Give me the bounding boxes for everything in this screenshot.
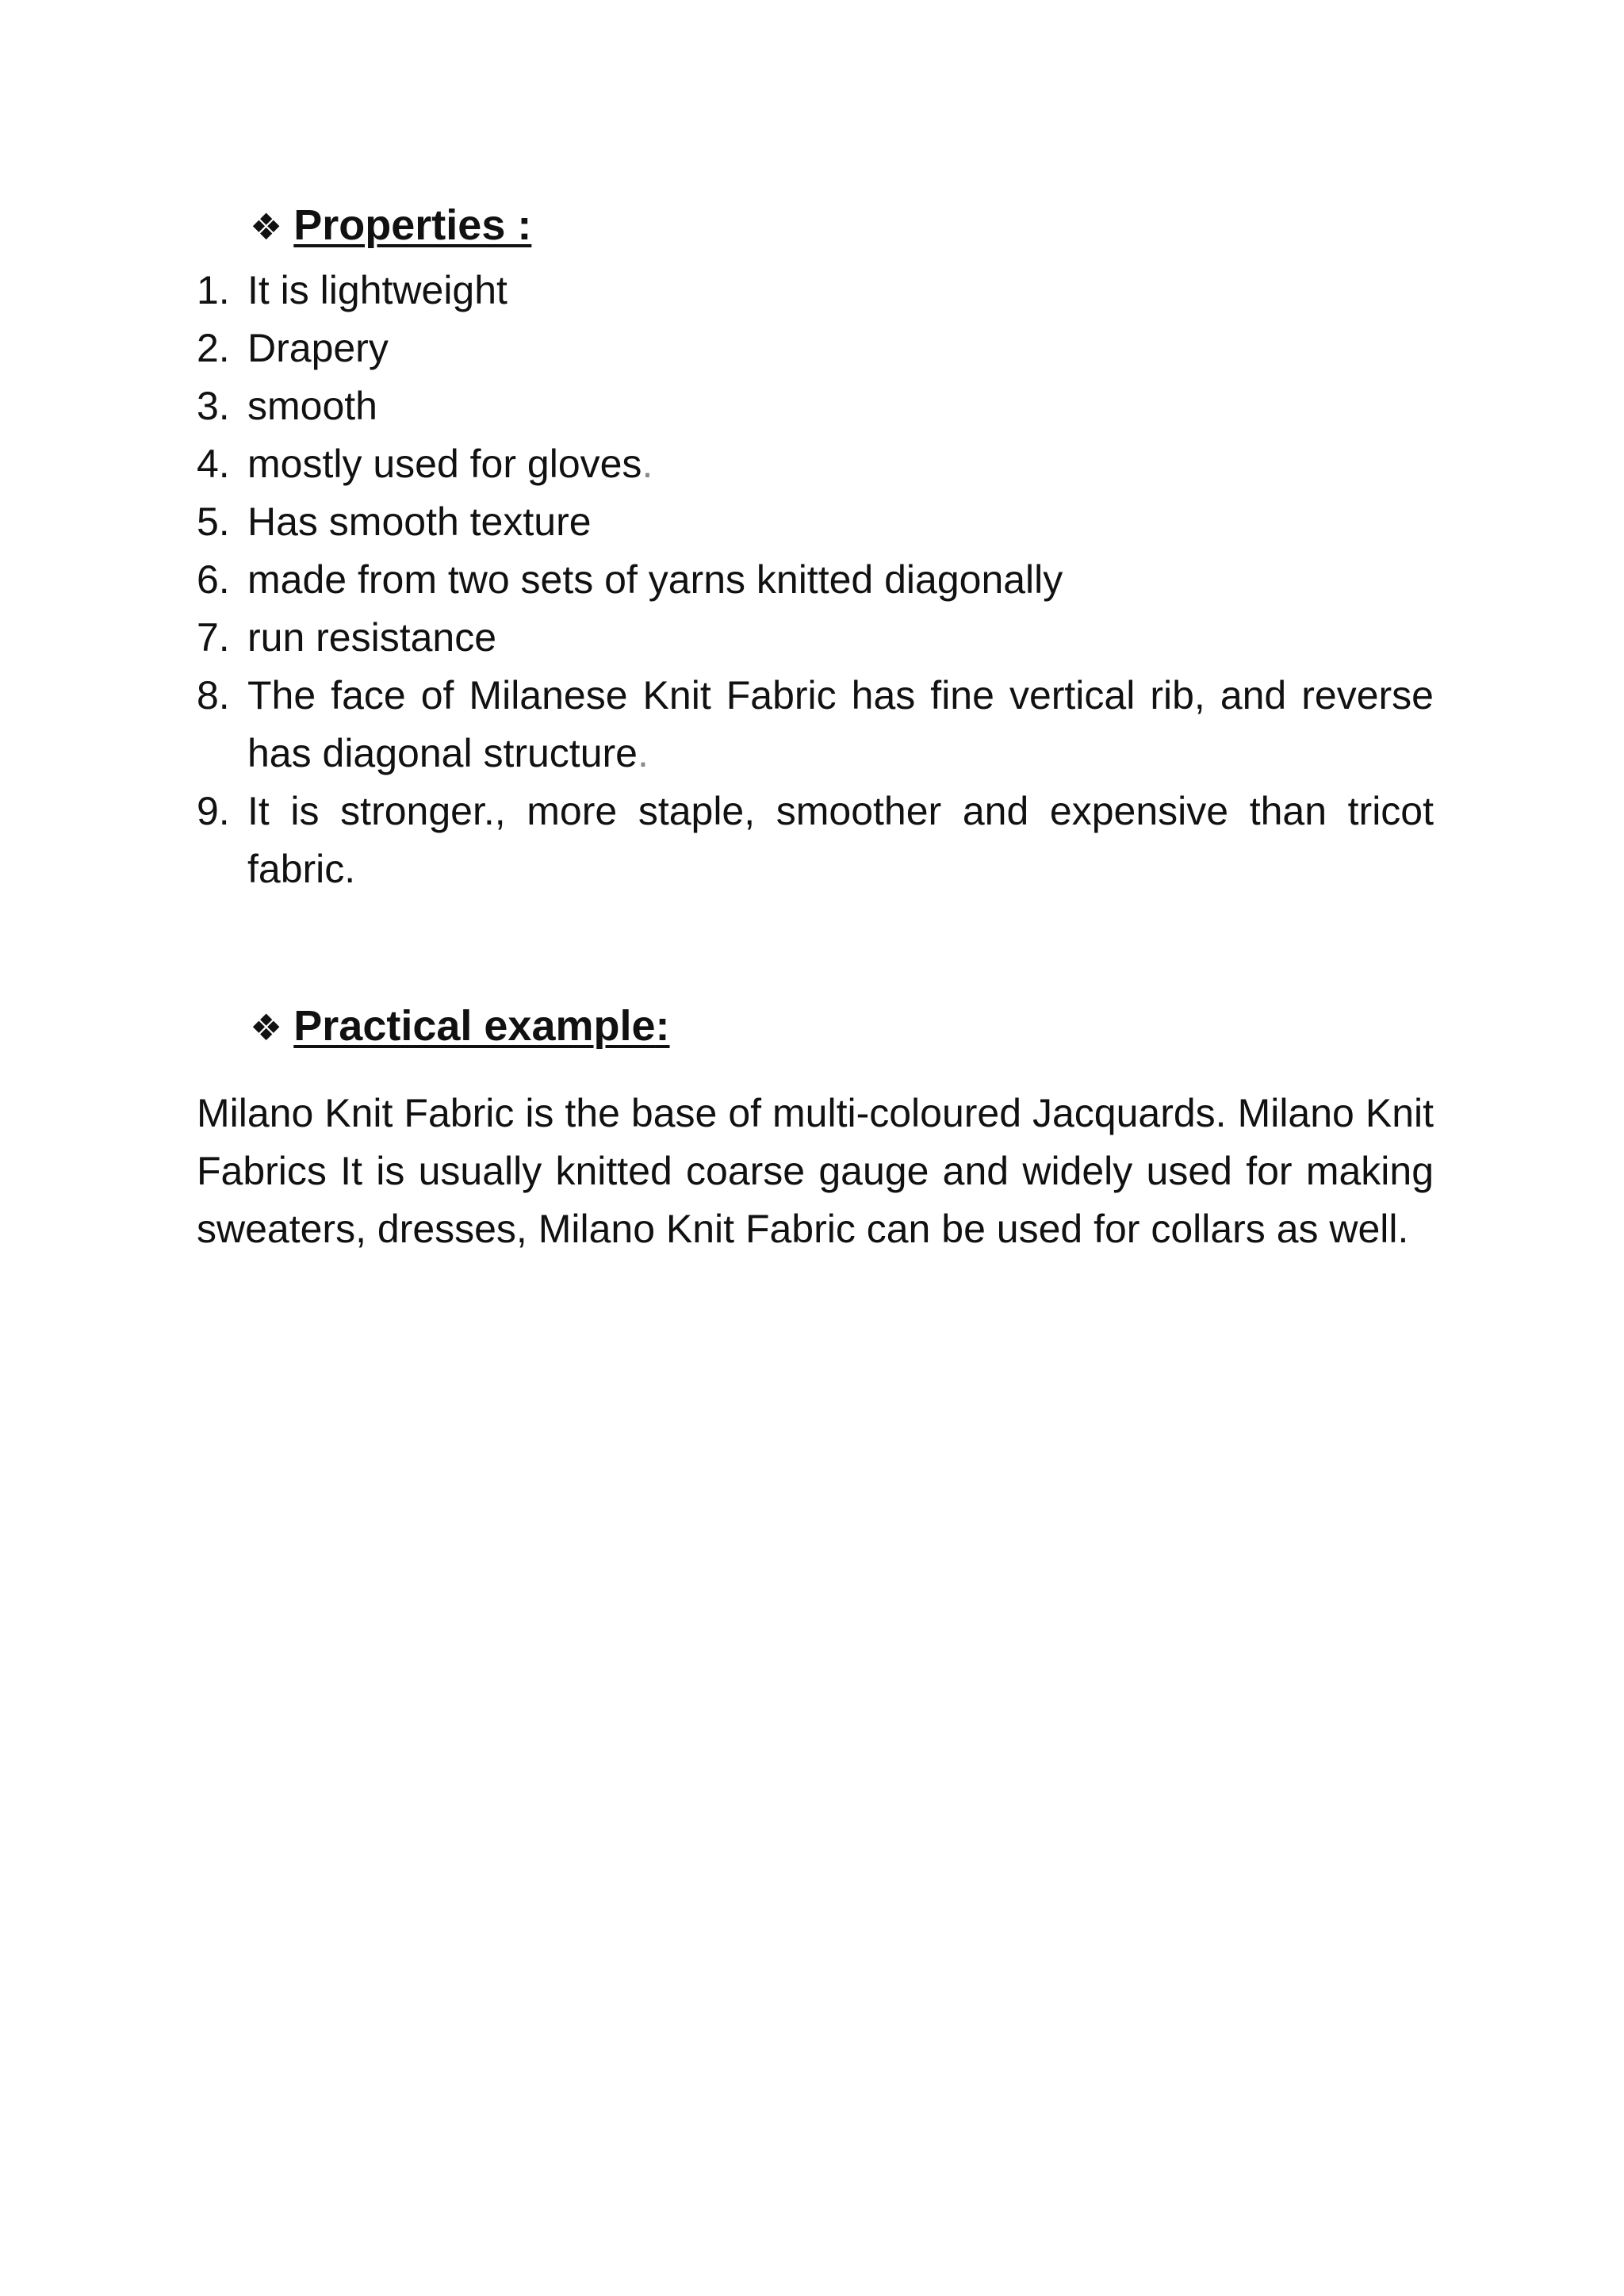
list-item <box>197 783 1434 898</box>
list-item-number: 8. <box>197 673 230 718</box>
list-item-text: It is lightweight <box>247 268 508 312</box>
list-item-number: 7. <box>197 615 230 660</box>
list-item-text: It is stronger., more staple, smoother and expensive than tricot fabric. <box>247 789 1434 891</box>
list-item-text: Drapery <box>247 326 389 370</box>
list-item-text: Has smooth texture <box>247 499 592 544</box>
list-item: 4. mostly used for gloves. <box>197 435 1434 493</box>
list-item <box>197 262 1434 320</box>
diamond-bullet-icon: ❖ <box>250 1007 283 1048</box>
list-item-text: made from two sets of yarns knitted diagonally <box>247 557 1063 602</box>
list-item-number: 9. <box>197 789 230 833</box>
practical-example-paragraph: Milano Knit Fabric is the base of multi-coloured Jacquards. Milano Knit Fabrics It is usually knitted coarse gauge and widely used for making sweaters, dresses, Milano Knit Fabric can be used for collars as well. <box>197 1091 1434 1251</box>
list-item-text: The face of Milanese Knit Fabric has fine vertical rib, and reverse has diagonal structure <box>247 673 1434 775</box>
list-item-number: 1. <box>197 268 230 312</box>
list-item-text: smooth <box>247 384 377 428</box>
list-item-text: mostly used for gloves <box>247 442 642 486</box>
list-item <box>197 320 1434 377</box>
list-item <box>197 609 1434 667</box>
list-item-number: 5. <box>197 499 230 544</box>
list-item-number: 4. <box>197 442 230 486</box>
list-item-text: run resistance <box>247 615 497 660</box>
practical-example-heading-text: Practical example: <box>293 1002 670 1050</box>
list-item-number: 2. <box>197 326 230 370</box>
list-item <box>197 377 1434 435</box>
list-item-number: 3. <box>197 384 230 428</box>
list-item <box>197 493 1434 551</box>
list-item-number: 6. <box>197 557 230 602</box>
properties-heading-text: Properties : <box>293 201 532 249</box>
list-item: 8. The face of Milanese Knit Fabric has fine vertical rib, and reverse has diagonal structure. <box>197 667 1434 783</box>
practical-example-heading <box>250 1001 670 1052</box>
properties-heading <box>250 200 531 251</box>
diamond-bullet-icon: ❖ <box>250 206 283 247</box>
list-item <box>197 551 1434 609</box>
properties-list <box>197 262 1434 898</box>
